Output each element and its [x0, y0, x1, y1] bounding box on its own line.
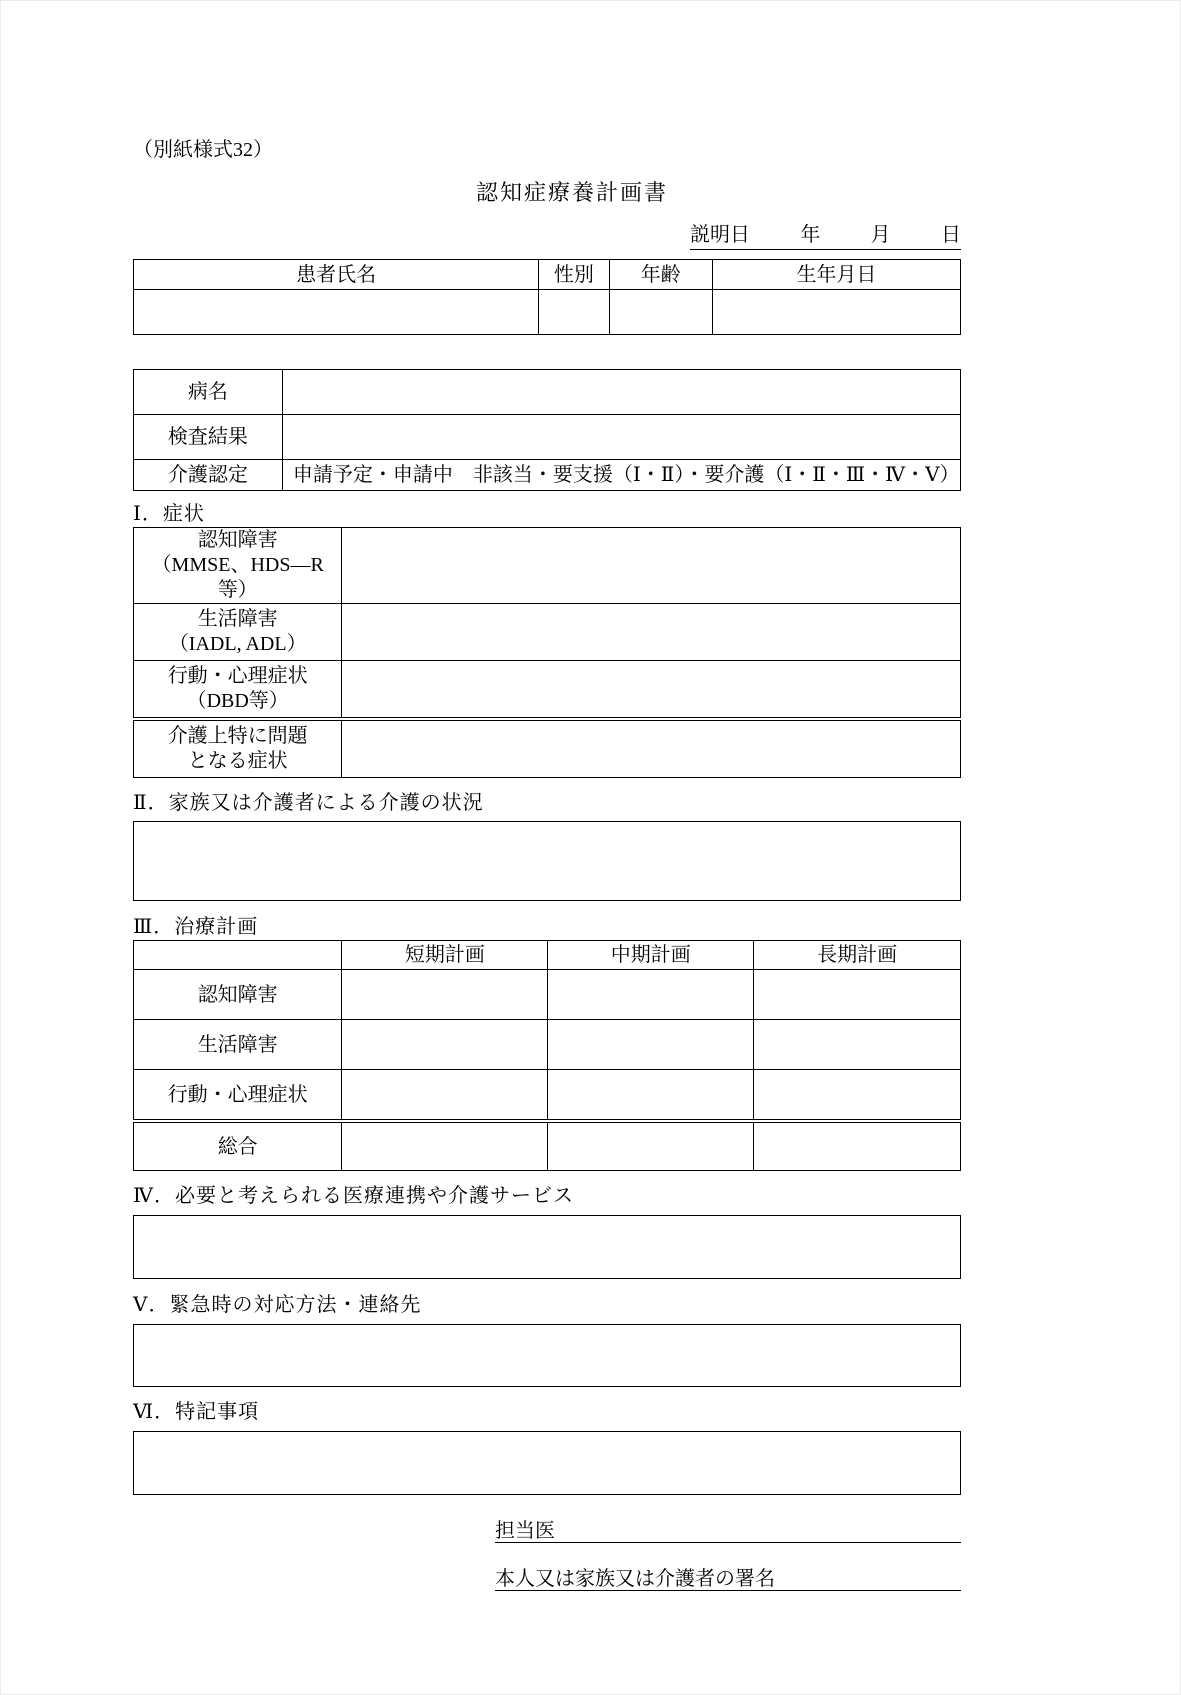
section5-heading: Ⅴ．緊急時の対応方法・連絡先: [133, 1294, 422, 1316]
label-line2: （MMSE、HDS―R等）: [151, 554, 324, 601]
plan-behavioral-label: 行動・心理症状: [134, 1070, 342, 1120]
label-line2: （IADL, ADL）: [168, 633, 307, 655]
plan-behavioral-long-field[interactable]: [754, 1070, 961, 1120]
medical-cooperation-field[interactable]: [133, 1215, 961, 1279]
treatment-plan-table: [133, 940, 961, 1120]
test-result-field[interactable]: [282, 415, 960, 460]
sex-header: 性別: [539, 260, 609, 290]
mid-term-plan-header: 中期計画: [548, 941, 754, 970]
page-title: 認知症療養計画書: [475, 180, 668, 205]
family-care-status-field[interactable]: [133, 821, 961, 901]
signature-block: [133, 1519, 961, 1591]
plan-cognitive-row: [134, 970, 961, 1020]
disease-field[interactable]: [282, 370, 960, 415]
test-result-row: [134, 415, 961, 460]
plan-daily-living-short-field[interactable]: [342, 1020, 548, 1070]
patient-info-table: [133, 259, 961, 335]
plan-daily-living-long-field[interactable]: [754, 1020, 961, 1070]
behavioral-psychological-field[interactable]: [342, 661, 961, 718]
plan-daily-living-row: [134, 1020, 961, 1070]
plan-total-label: 総合: [134, 1123, 342, 1171]
explanation-date-label: 説明日: [690, 224, 750, 246]
daily-living-impairment-label: [134, 604, 342, 661]
plan-header-blank-cell: [134, 941, 342, 970]
plan-total-mid-field[interactable]: [548, 1123, 754, 1171]
symptoms-table: [133, 527, 961, 718]
emergency-contact-field[interactable]: [133, 1324, 961, 1387]
plan-total-row: [134, 1123, 961, 1171]
patient-family-signature-label: 本人又は家族又は介護者の署名: [495, 1568, 775, 1590]
plan-cognitive-long-field[interactable]: [754, 970, 961, 1020]
section6-heading: Ⅵ．特記事項: [133, 1401, 260, 1423]
special-notes-field[interactable]: [133, 1431, 961, 1495]
plan-behavioral-short-field[interactable]: [342, 1070, 548, 1120]
behavioral-psychological-row: [134, 661, 961, 718]
plan-cognitive-label: 認知障害: [134, 970, 342, 1020]
year-label: 年: [800, 224, 821, 246]
test-result-label: 検査結果: [134, 415, 283, 460]
month-label: 月: [870, 224, 891, 246]
label-line1: 生活障害: [197, 608, 278, 630]
label-line1: 行動・心理症状: [167, 665, 308, 687]
form-number: （別紙様式32）: [133, 139, 273, 161]
care-problem-label: [134, 721, 342, 778]
disease-row: [134, 370, 961, 415]
short-term-plan-header: 短期計画: [342, 941, 548, 970]
care-problem-table: [133, 720, 961, 778]
care-problem-field[interactable]: [342, 721, 961, 778]
section1-heading: Ⅰ．症状: [133, 503, 205, 525]
section3-heading: Ⅲ．治療計画: [133, 916, 259, 938]
disease-label: 病名: [134, 370, 283, 415]
patient-info-input-row: [134, 290, 961, 335]
birthdate-field[interactable]: [712, 290, 960, 335]
doctor-signature-line[interactable]: [495, 1519, 961, 1543]
cognitive-impairment-label: [134, 528, 342, 604]
explanation-date-line: [690, 220, 961, 250]
cognitive-impairment-field[interactable]: [342, 528, 961, 604]
care-problem-row: [134, 721, 961, 778]
label-line1: 介護上特に問題: [167, 725, 308, 747]
age-field[interactable]: [609, 290, 712, 335]
care-certification-row: [134, 460, 961, 491]
daily-living-impairment-field[interactable]: [342, 604, 961, 661]
label-line2: となる症状: [187, 750, 288, 772]
plan-daily-living-mid-field[interactable]: [548, 1020, 754, 1070]
plan-daily-living-label: 生活障害: [134, 1020, 342, 1070]
plan-cognitive-mid-field[interactable]: [548, 970, 754, 1020]
patient-info-header-row: [134, 260, 961, 290]
plan-behavioral-mid-field[interactable]: [548, 1070, 754, 1120]
long-term-plan-header: 長期計画: [754, 941, 961, 970]
patient-family-signature-line[interactable]: [495, 1567, 961, 1591]
plan-cognitive-short-field[interactable]: [342, 970, 548, 1020]
plan-total-long-field[interactable]: [754, 1123, 961, 1171]
section2-heading: Ⅱ．家族又は介護者による介護の状況: [133, 792, 484, 814]
patient-name-header: 患者氏名: [134, 260, 539, 290]
form-content: [133, 0, 961, 1591]
sex-field[interactable]: [539, 290, 609, 335]
patient-name-field[interactable]: [134, 290, 539, 335]
cognitive-impairment-row: [134, 528, 961, 604]
plan-header-row: [134, 941, 961, 970]
label-line2: （DBD等）: [186, 690, 289, 712]
diagnosis-summary-table: [133, 369, 961, 491]
birthdate-header: 生年月日: [712, 260, 960, 290]
section4-heading: Ⅳ．必要と考えられる医療連携や介護サービス: [133, 1185, 574, 1207]
age-header: 年齢: [609, 260, 712, 290]
day-label: 日: [940, 224, 961, 246]
plan-total-table: [133, 1122, 961, 1171]
doctor-label: 担当医: [495, 1520, 555, 1542]
care-certification-options[interactable]: 申請予定・申請中 非該当・要支援（Ⅰ・Ⅱ）・要介護（Ⅰ・Ⅱ・Ⅲ・Ⅳ・Ⅴ）: [282, 460, 960, 491]
behavioral-psychological-label: [134, 661, 342, 718]
label-line1: 認知障害: [197, 529, 278, 551]
care-certification-label: 介護認定: [134, 460, 283, 491]
plan-behavioral-row: [134, 1070, 961, 1120]
plan-total-short-field[interactable]: [342, 1123, 548, 1171]
daily-living-impairment-row: [134, 604, 961, 661]
